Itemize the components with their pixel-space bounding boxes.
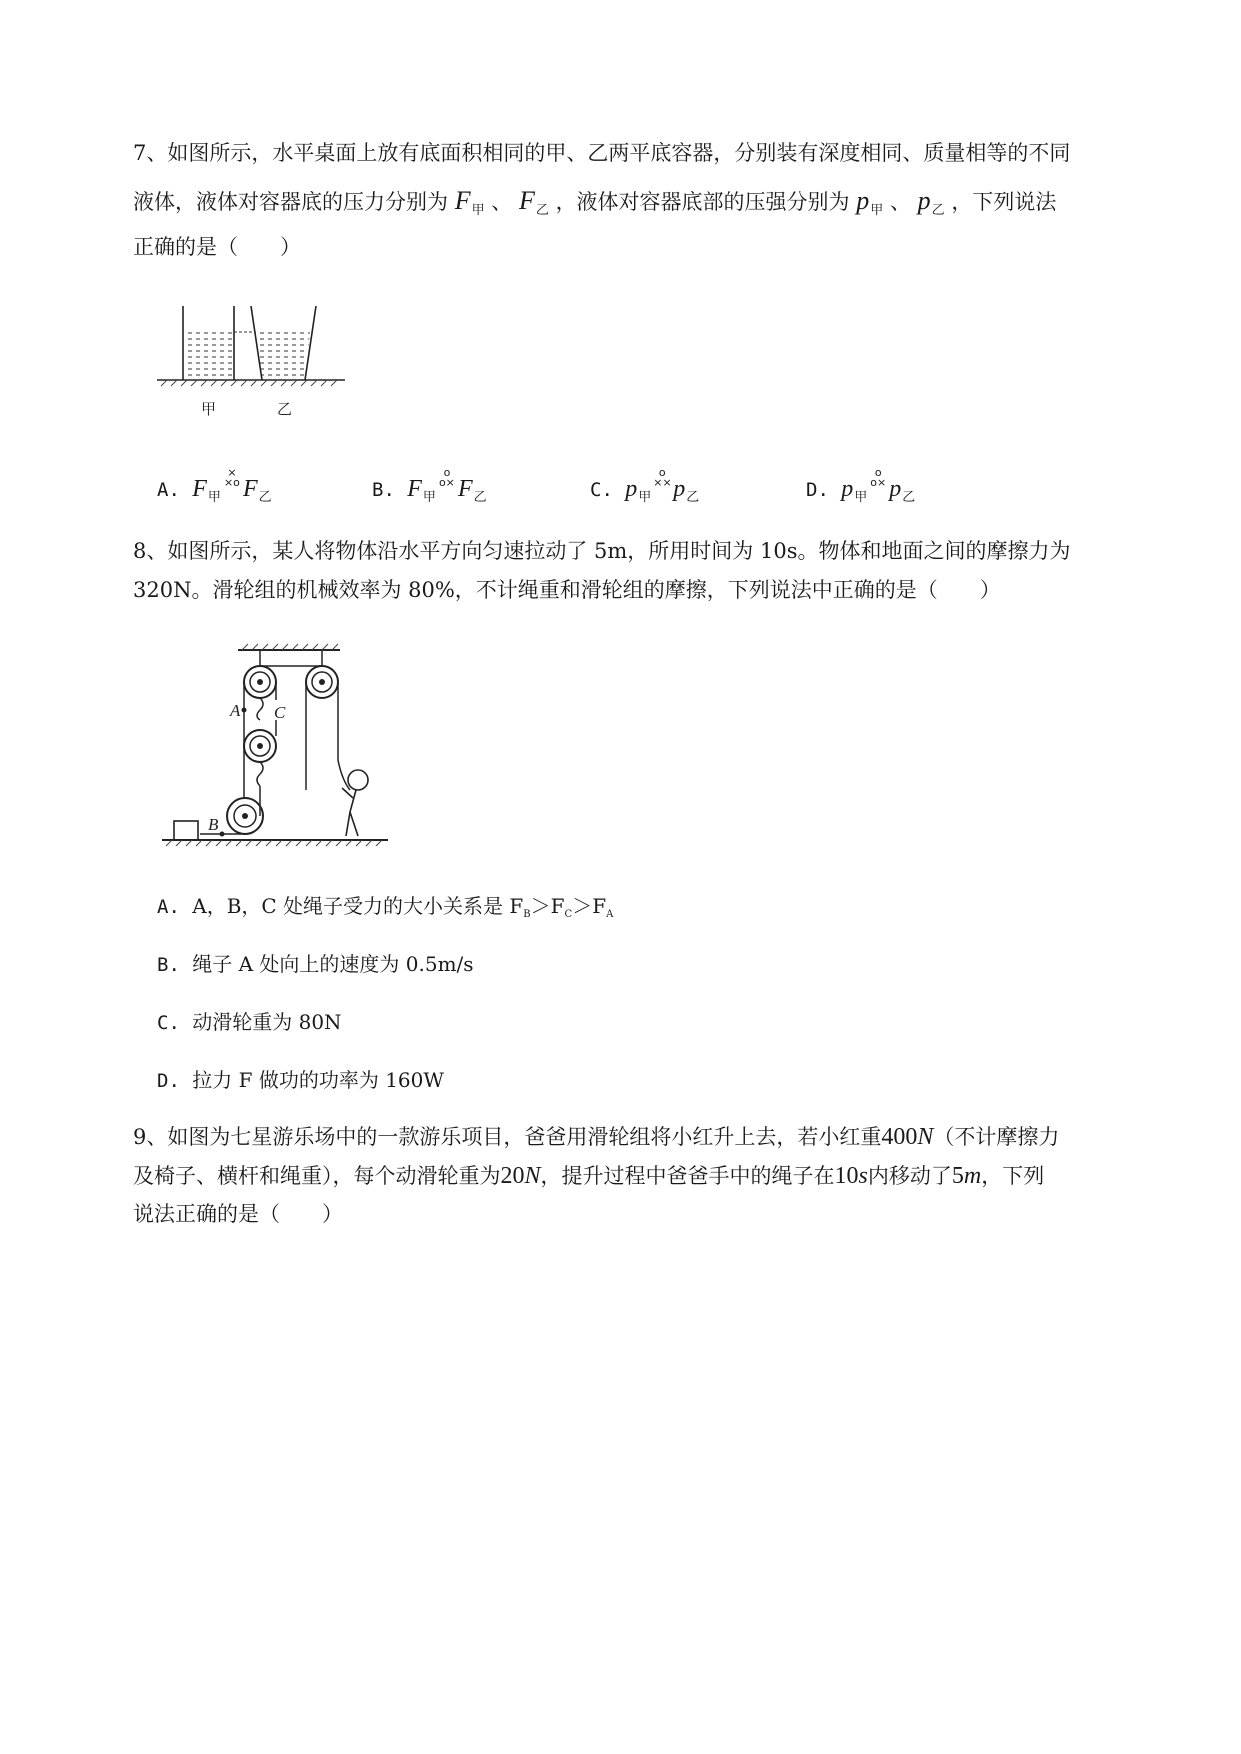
- containers-figure: [155, 300, 350, 425]
- q9-line1: 9、如图为七星游乐场中的一款游乐项目，爸爸用滑轮组将小红升上去，若小红重400N（不计摩擦力: [133, 1124, 1060, 1150]
- q7-line2-text-c: ，下列说法: [951, 190, 1057, 214]
- person-figure: [342, 770, 368, 836]
- q7-line3: 正确的是（ ）: [133, 235, 301, 259]
- label-yi: 乙: [277, 400, 293, 418]
- hook-c: [257, 698, 263, 720]
- q7-line2-text-b: ，液体对容器底部的压强分别为: [555, 190, 850, 214]
- q9-line2: 及椅子、横杆和绳重），每个动滑轮重为20N，提升过程中爸爸手中的绳子在10s内移动了5m，下列: [133, 1163, 1045, 1189]
- garbled-relation-glyph: × ×o: [223, 466, 240, 489]
- movable-pulley: [244, 730, 276, 786]
- f-yi-symbol: $F_乙$: [518, 186, 549, 217]
- label-jia: 甲: [201, 400, 217, 418]
- q7-line2-text-a: 液体，液体对容器底的压力分别为: [133, 190, 448, 214]
- q7-option-d[interactable]: D. $p_甲$ o o× $p_乙$: [806, 466, 916, 504]
- q8-option-a[interactable]: A. A，B，C 处绳子受力的大小关系是 $F_B>F_C>F_A$: [157, 894, 614, 920]
- q8-option-b[interactable]: B. 绳子 A 处向上的速度为 0.5m/s: [157, 952, 474, 976]
- point-a-marker: [242, 708, 247, 713]
- q8-option-d[interactable]: D. 拉力 F 做功的功率为 160W: [157, 1068, 444, 1092]
- point-b-marker: [220, 832, 225, 837]
- ground-pulley: [227, 798, 263, 834]
- ground: [162, 840, 388, 846]
- weight-value: 400: [881, 1124, 918, 1150]
- q8-option-c[interactable]: C. 动滑轮重为 80N: [157, 1010, 342, 1034]
- q7-separator-2: 、: [889, 190, 911, 214]
- q8-line1: 8、如图所示，某人将物体沿水平方向匀速拉动了 5m，所用时间为 10s。物体和地面之间的摩擦力为: [133, 539, 1071, 563]
- p-jia-symbol: $p_甲$: [856, 186, 884, 217]
- pulley-figure: [160, 640, 395, 855]
- f-jia-symbol: $F_甲$: [454, 186, 485, 217]
- container-jia: [183, 306, 234, 380]
- container-yi: [251, 306, 316, 380]
- garbled-relation-glyph: o o×: [870, 466, 887, 489]
- table-surface: [157, 380, 345, 386]
- garbled-relation-glyph: o ××: [653, 466, 672, 489]
- q7-option-a[interactable]: A. $F_甲$ × ×o $F_乙$: [157, 466, 272, 504]
- fixed-pulley-right: [306, 650, 338, 698]
- ceiling: [238, 644, 340, 650]
- q9-line3: 说法正确的是（ ）: [133, 1202, 343, 1226]
- label-a: A: [230, 701, 241, 720]
- box: [174, 821, 198, 840]
- fixed-pulley-left: [244, 650, 276, 698]
- label-b: B: [208, 815, 219, 834]
- label-c: C: [274, 703, 286, 722]
- garbled-relation-glyph: o o×: [438, 466, 455, 489]
- q8-line2: 320N。滑轮组的机械效率为 80%，不计绳重和滑轮组的摩擦，下列说法中正确的是（ ）: [133, 578, 1001, 602]
- q7-line1: 7、如图所示，水平桌面上放有底面积相同的甲、乙两平底容器，分别装有深度相同、质量相等的不同: [133, 141, 1071, 165]
- q7-option-b[interactable]: B. $F_甲$ o o× $F_乙$: [372, 466, 487, 504]
- q7-option-c[interactable]: C. $p_甲$ o ×× $p_乙$: [590, 466, 700, 504]
- q7-separator: 、: [491, 190, 513, 214]
- p-yi-symbol: $p_乙$: [917, 186, 945, 217]
